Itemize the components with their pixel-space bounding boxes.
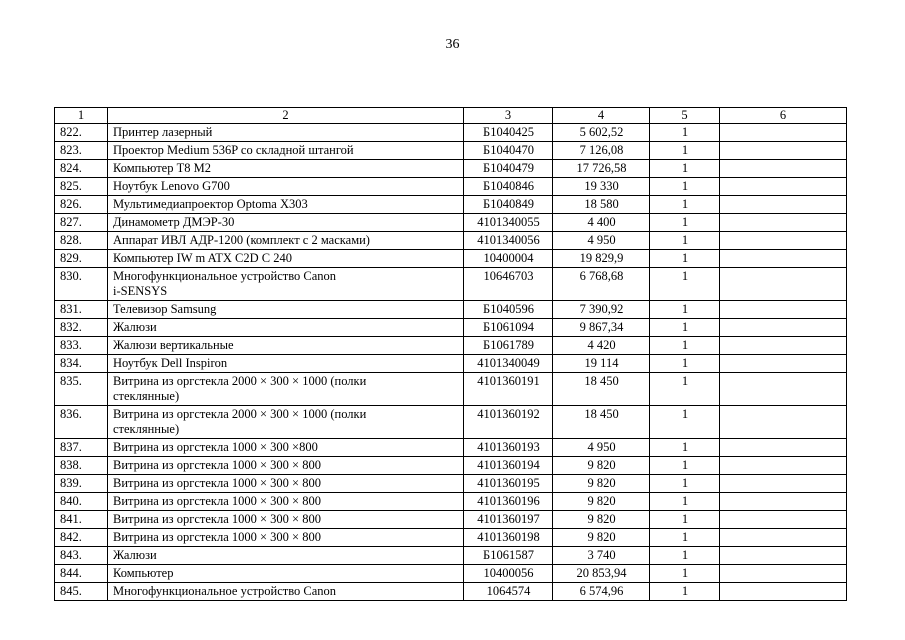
inventory-code: Б1061587 xyxy=(464,547,553,565)
table-row xyxy=(55,475,847,493)
item-value: 6 768,68 xyxy=(553,268,650,301)
item-quantity: 1 xyxy=(650,250,720,268)
item-name: Витрина из оргстекла 2000 × 300 × 1000 (полки стеклянные) xyxy=(108,373,464,406)
item-name: Витрина из оргстекла 1000 × 300 × 800 xyxy=(108,475,464,493)
table-body xyxy=(55,124,847,601)
inventory-code: 4101340056 xyxy=(464,232,553,250)
item-name: Многофункциональное устройство Canon i-SENSYS xyxy=(108,268,464,301)
column-header: 5 xyxy=(650,108,720,124)
item-note xyxy=(720,583,847,601)
table-row xyxy=(55,319,847,337)
inventory-table xyxy=(54,107,847,601)
table-row xyxy=(55,583,847,601)
item-note xyxy=(720,232,847,250)
item-value: 4 400 xyxy=(553,214,650,232)
item-quantity: 1 xyxy=(650,232,720,250)
item-value: 9 820 xyxy=(553,493,650,511)
item-name: Ноутбук Dell Inspiron xyxy=(108,355,464,373)
inventory-code: 4101360192 xyxy=(464,406,553,439)
inventory-code: 4101360193 xyxy=(464,439,553,457)
row-number: 836. xyxy=(55,406,108,439)
inventory-code: 4101360196 xyxy=(464,493,553,511)
row-number: 827. xyxy=(55,214,108,232)
item-name: Мультимедиапроектор Optoma X303 xyxy=(108,196,464,214)
item-value: 9 820 xyxy=(553,457,650,475)
item-name: Динамометр ДМЭР-30 xyxy=(108,214,464,232)
inventory-code: Б1061789 xyxy=(464,337,553,355)
item-note xyxy=(720,529,847,547)
item-value: 20 853,94 xyxy=(553,565,650,583)
item-value: 18 580 xyxy=(553,196,650,214)
item-value: 17 726,58 xyxy=(553,160,650,178)
column-header: 2 xyxy=(108,108,464,124)
table-row xyxy=(55,268,847,301)
item-quantity: 1 xyxy=(650,124,720,142)
item-note xyxy=(720,511,847,529)
item-quantity: 1 xyxy=(650,214,720,232)
item-note xyxy=(720,457,847,475)
item-quantity: 1 xyxy=(650,373,720,406)
item-name: Компьютер xyxy=(108,565,464,583)
table-row xyxy=(55,160,847,178)
table-row xyxy=(55,142,847,160)
item-note xyxy=(720,250,847,268)
item-value: 9 820 xyxy=(553,475,650,493)
column-header: 4 xyxy=(553,108,650,124)
item-name: Аппарат ИВЛ АДР-1200 (комплект с 2 масками) xyxy=(108,232,464,250)
row-number: 837. xyxy=(55,439,108,457)
item-quantity: 1 xyxy=(650,337,720,355)
row-number: 833. xyxy=(55,337,108,355)
item-name: Витрина из оргстекла 1000 × 300 ×800 xyxy=(108,439,464,457)
item-value: 3 740 xyxy=(553,547,650,565)
item-note xyxy=(720,142,847,160)
column-header: 6 xyxy=(720,108,847,124)
row-number: 831. xyxy=(55,301,108,319)
item-quantity: 1 xyxy=(650,301,720,319)
row-number: 825. xyxy=(55,178,108,196)
row-number: 841. xyxy=(55,511,108,529)
inventory-code: Б1040425 xyxy=(464,124,553,142)
item-quantity: 1 xyxy=(650,565,720,583)
row-number: 826. xyxy=(55,196,108,214)
item-note xyxy=(720,565,847,583)
table-row xyxy=(55,301,847,319)
table-row xyxy=(55,337,847,355)
row-number: 839. xyxy=(55,475,108,493)
item-value: 9 867,34 xyxy=(553,319,650,337)
table-row xyxy=(55,529,847,547)
row-number: 838. xyxy=(55,457,108,475)
item-quantity: 1 xyxy=(650,547,720,565)
row-number: 829. xyxy=(55,250,108,268)
item-name: Витрина из оргстекла 2000 × 300 × 1000 (полки стеклянные) xyxy=(108,406,464,439)
row-number: 822. xyxy=(55,124,108,142)
item-quantity: 1 xyxy=(650,160,720,178)
inventory-code: 4101360194 xyxy=(464,457,553,475)
item-note xyxy=(720,301,847,319)
column-header: 3 xyxy=(464,108,553,124)
table-row xyxy=(55,355,847,373)
table-row xyxy=(55,457,847,475)
item-note xyxy=(720,547,847,565)
inventory-code: 4101340049 xyxy=(464,355,553,373)
item-value: 9 820 xyxy=(553,511,650,529)
item-name: Компьютер IW m ATX C2D C 240 xyxy=(108,250,464,268)
item-value: 19 829,9 xyxy=(553,250,650,268)
table-row xyxy=(55,124,847,142)
table-row xyxy=(55,565,847,583)
item-quantity: 1 xyxy=(650,142,720,160)
table-row xyxy=(55,373,847,406)
row-number: 835. xyxy=(55,373,108,406)
item-quantity: 1 xyxy=(650,511,720,529)
row-number: 834. xyxy=(55,355,108,373)
item-note xyxy=(720,178,847,196)
inventory-code: 4101360198 xyxy=(464,529,553,547)
inventory-code: 4101360191 xyxy=(464,373,553,406)
inventory-code: 4101340055 xyxy=(464,214,553,232)
item-value: 9 820 xyxy=(553,529,650,547)
item-name: Витрина из оргстекла 1000 × 300 × 800 xyxy=(108,493,464,511)
item-value: 6 574,96 xyxy=(553,583,650,601)
item-value: 19 114 xyxy=(553,355,650,373)
table-row xyxy=(55,406,847,439)
item-note xyxy=(720,355,847,373)
item-value: 18 450 xyxy=(553,406,650,439)
item-name: Телевизор Samsung xyxy=(108,301,464,319)
inventory-code: 4101360195 xyxy=(464,475,553,493)
row-number: 845. xyxy=(55,583,108,601)
item-name: Проектор Medium 536P со складной штангой xyxy=(108,142,464,160)
row-number: 830. xyxy=(55,268,108,301)
row-number: 842. xyxy=(55,529,108,547)
row-number: 843. xyxy=(55,547,108,565)
item-name: Жалюзи xyxy=(108,319,464,337)
item-name: Ноутбук Lenovo G700 xyxy=(108,178,464,196)
item-quantity: 1 xyxy=(650,475,720,493)
item-name: Принтер лазерный xyxy=(108,124,464,142)
inventory-code: Б1061094 xyxy=(464,319,553,337)
inventory-code: Б1040846 xyxy=(464,178,553,196)
table-row xyxy=(55,547,847,565)
item-note xyxy=(720,406,847,439)
item-name: Многофункциональное устройство Canon xyxy=(108,583,464,601)
item-note xyxy=(720,319,847,337)
inventory-code: Б1040479 xyxy=(464,160,553,178)
table-row xyxy=(55,493,847,511)
inventory-code: Б1040596 xyxy=(464,301,553,319)
page-number: 36 xyxy=(445,37,460,52)
item-quantity: 1 xyxy=(650,355,720,373)
table-row xyxy=(55,178,847,196)
item-value: 18 450 xyxy=(553,373,650,406)
item-name: Витрина из оргстекла 1000 × 300 × 800 xyxy=(108,511,464,529)
item-quantity: 1 xyxy=(650,196,720,214)
item-note xyxy=(720,268,847,301)
item-note xyxy=(720,337,847,355)
item-note xyxy=(720,196,847,214)
table-row xyxy=(55,439,847,457)
inventory-code: 1064574 xyxy=(464,583,553,601)
inventory-code: 4101360197 xyxy=(464,511,553,529)
row-number: 828. xyxy=(55,232,108,250)
item-quantity: 1 xyxy=(650,406,720,439)
item-quantity: 1 xyxy=(650,268,720,301)
row-number: 823. xyxy=(55,142,108,160)
item-name: Витрина из оргстекла 1000 × 300 × 800 xyxy=(108,457,464,475)
row-number: 840. xyxy=(55,493,108,511)
inventory-code: 10400004 xyxy=(464,250,553,268)
table-header-row xyxy=(55,108,847,124)
item-note xyxy=(720,214,847,232)
row-number: 832. xyxy=(55,319,108,337)
inventory-code: 10400056 xyxy=(464,565,553,583)
item-quantity: 1 xyxy=(650,583,720,601)
column-header: 1 xyxy=(55,108,108,124)
item-quantity: 1 xyxy=(650,178,720,196)
item-name: Компьютер T8 M2 xyxy=(108,160,464,178)
item-value: 4 950 xyxy=(553,232,650,250)
inventory-code: Б1040849 xyxy=(464,196,553,214)
item-value: 7 390,92 xyxy=(553,301,650,319)
table-row xyxy=(55,214,847,232)
row-number: 824. xyxy=(55,160,108,178)
row-number: 844. xyxy=(55,565,108,583)
item-value: 4 420 xyxy=(553,337,650,355)
item-note xyxy=(720,439,847,457)
item-value: 4 950 xyxy=(553,439,650,457)
item-name: Жалюзи вертикальные xyxy=(108,337,464,355)
item-note xyxy=(720,373,847,406)
item-quantity: 1 xyxy=(650,529,720,547)
table-row xyxy=(55,250,847,268)
item-quantity: 1 xyxy=(650,319,720,337)
item-name: Жалюзи xyxy=(108,547,464,565)
item-name: Витрина из оргстекла 1000 × 300 × 800 xyxy=(108,529,464,547)
item-value: 19 330 xyxy=(553,178,650,196)
inventory-code: Б1040470 xyxy=(464,142,553,160)
item-quantity: 1 xyxy=(650,439,720,457)
item-note xyxy=(720,475,847,493)
table-row xyxy=(55,196,847,214)
item-value: 5 602,52 xyxy=(553,124,650,142)
item-note xyxy=(720,160,847,178)
item-note xyxy=(720,124,847,142)
item-quantity: 1 xyxy=(650,493,720,511)
inventory-code: 10646703 xyxy=(464,268,553,301)
item-value: 7 126,08 xyxy=(553,142,650,160)
item-quantity: 1 xyxy=(650,457,720,475)
table-row xyxy=(55,232,847,250)
table-row xyxy=(55,511,847,529)
item-note xyxy=(720,493,847,511)
